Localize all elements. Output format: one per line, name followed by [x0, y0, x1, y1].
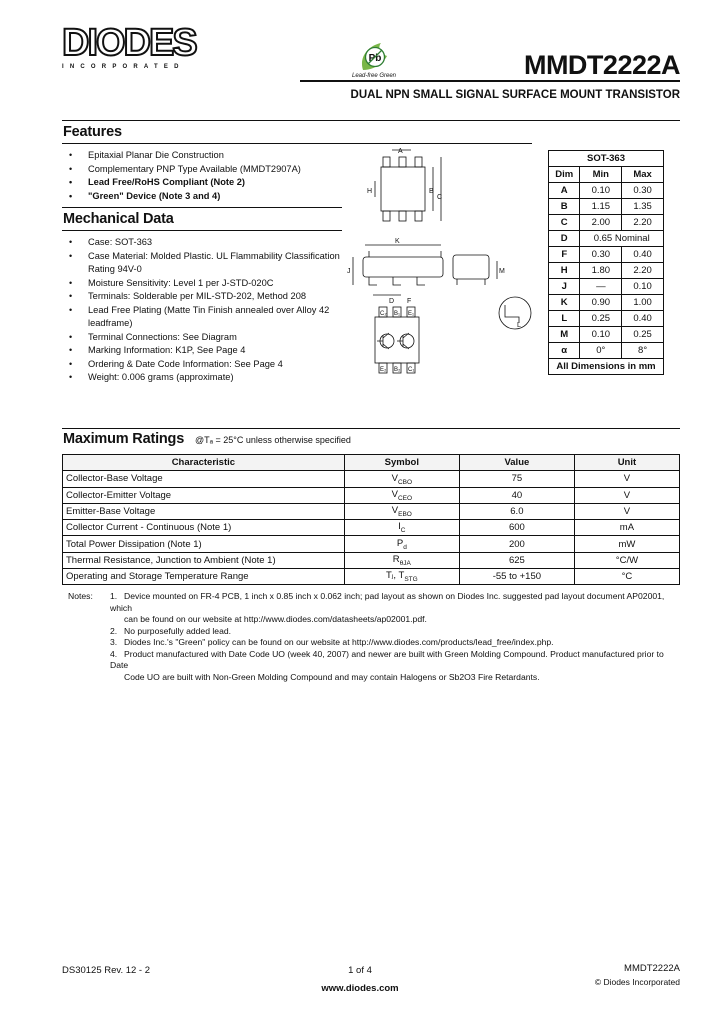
package-outline-drawing	[345, 145, 545, 385]
rating-unit: V	[574, 471, 679, 487]
dim-min: 1.80	[580, 263, 622, 279]
rating-symbol: $V_{EBO}$	[344, 503, 459, 519]
dim-cell: F	[549, 247, 580, 263]
dim-cell: J	[549, 279, 580, 295]
mech-item: • Moisture Sensitivity: Level 1 per J-STD-020C	[66, 277, 346, 291]
end-view	[453, 255, 531, 329]
rating-characteristic: Collector-Emitter Voltage	[63, 487, 345, 503]
dim-label-h: H	[367, 188, 373, 195]
rating-row	[63, 471, 680, 487]
dim-label-a: A	[398, 148, 403, 155]
rating-value: 600	[459, 520, 574, 536]
rating-symbol: Tⱼ, $T_{STG}$	[344, 569, 459, 585]
part-subtitle: DUAL NPN SMALL SIGNAL SURFACE MOUNT TRANSISTOR	[350, 89, 680, 101]
rating-symbol: $V_{CBO}$	[344, 471, 459, 487]
logo-subtext: INCORPORATED	[62, 64, 185, 70]
dim-row	[549, 343, 664, 359]
rating-row	[63, 520, 680, 536]
pin-label: B₁	[394, 311, 401, 317]
lead-free-badge	[344, 40, 404, 79]
rating-unit: °C/W	[574, 552, 679, 568]
dim-cell: C	[549, 215, 580, 231]
pin-label: C₁	[408, 367, 415, 373]
package-dimension-table	[548, 150, 664, 375]
logo-text: DIODES	[62, 22, 196, 64]
rating-row	[63, 487, 680, 503]
rating-characteristic: Collector-Base Voltage	[63, 471, 345, 487]
notes-label: Notes:	[68, 591, 93, 601]
dim-max: 0.30	[622, 183, 664, 199]
ratings-top-rule	[62, 428, 680, 429]
features-list	[66, 149, 346, 203]
dim-col-header: Dim	[549, 167, 580, 183]
dim-cell: A	[549, 183, 580, 199]
rating-characteristic: Operating and Storage Temperature Range	[63, 569, 345, 585]
dim-cell: D	[549, 231, 580, 247]
copyright: © Diodes Incorporated	[594, 977, 680, 987]
rating-characteristic: Collector Current - Continuous (Note 1)	[63, 520, 345, 536]
part-number-title: MMDT2222A	[523, 50, 680, 80]
title-rule	[300, 80, 680, 82]
rating-symbol: $P_d$	[344, 536, 459, 552]
ratings-col-header: Symbol	[344, 455, 459, 471]
company-logo	[62, 24, 218, 70]
note-line: Code UO are built with Non-Green Molding Compound and may contain Halogens or Sb2O3 Fire Retardants.	[124, 671, 540, 682]
dim-min: 1.15	[580, 199, 622, 215]
dim-min: 0°	[580, 343, 622, 359]
mech-bottom-rule	[62, 230, 342, 231]
dim-label-k: K	[395, 238, 400, 245]
rating-value: 40	[459, 487, 574, 503]
pin-label: E₂	[380, 367, 387, 373]
dim-max: 2.20	[622, 263, 664, 279]
page-number: 1 of 4	[348, 965, 372, 976]
dim-cell: B	[549, 199, 580, 215]
mech-item: • Case: SOT-363	[66, 236, 346, 250]
lead-free-label: Lead-free Green	[351, 73, 397, 79]
dim-max: 0.40	[622, 247, 664, 263]
rating-row	[63, 569, 680, 585]
rating-value: 200	[459, 536, 574, 552]
rating-unit: mA	[574, 520, 679, 536]
dim-label-c: C	[437, 194, 443, 201]
rating-unit: V	[574, 503, 679, 519]
rating-value: 75	[459, 471, 574, 487]
mechanical-list	[66, 236, 346, 385]
dim-row	[549, 183, 664, 199]
dim-max: 0.25	[622, 327, 664, 343]
feature-item: • Lead Free/RoHS Compliant (Note 2)	[66, 176, 346, 190]
mech-item: • Marking Information: K1P, See Page 4	[66, 344, 346, 358]
rating-characteristic: Total Power Dissipation (Note 1)	[63, 536, 345, 552]
feature-item: • "Green" Device (Note 3 and 4)	[66, 190, 346, 204]
mechanical-heading: Mechanical Data	[63, 211, 174, 227]
dim-cell: H	[549, 263, 580, 279]
dim-nominal: 0.65 Nominal	[580, 231, 664, 247]
website-link[interactable]: www.diodes.com	[321, 983, 399, 994]
package-name: SOT-363	[549, 151, 664, 167]
note-item: 4. Product manufactured with Date Code UO (week 40, 2007) and newer are built with Green Molding Compound. Product manufactured prior to Date	[110, 648, 664, 670]
dim-row	[549, 247, 664, 263]
dim-row	[549, 327, 664, 343]
dim-row	[549, 231, 664, 247]
dim-row	[549, 279, 664, 295]
note-line: can be found on our website at http://www.diodes.com/datasheets/ap02001.pdf.	[124, 614, 427, 624]
mech-top-rule	[62, 207, 342, 208]
ratings-condition: @Tₐ = 25°C unless otherwise specified	[195, 435, 351, 445]
dim-max: 2.20	[622, 215, 664, 231]
ratings-col-header: Unit	[574, 455, 679, 471]
dim-label-m: M	[499, 268, 505, 275]
rating-symbol: $V_{CEO}$	[344, 487, 459, 503]
rating-characteristic: Emitter-Base Voltage	[63, 503, 345, 519]
dim-row	[549, 311, 664, 327]
rating-symbol: $I_C$	[344, 520, 459, 536]
pin-label: C₂	[380, 311, 387, 317]
feature-item: • Epitaxial Planar Die Construction	[66, 149, 346, 163]
dimension-footer: All Dimensions in mm	[549, 359, 664, 375]
dim-min: 0.10	[580, 183, 622, 199]
dim-cell: α	[549, 343, 580, 359]
mech-item: • Case Material: Molded Plastic. UL Flammability Classification Rating 94V-0	[66, 250, 346, 277]
dim-min: 0.10	[580, 327, 622, 343]
note-item: 1. Device mounted on FR-4 PCB, 1 inch x 0.85 inch x 0.062 inch; pad layout as shown on Diodes Inc. suggested pad layout document AP02001, which	[110, 591, 665, 613]
doc-number: DS30125 Rev. 12 - 2	[62, 965, 151, 976]
rating-value: 625	[459, 552, 574, 568]
dim-min: —	[580, 279, 622, 295]
pb-symbol: Pb	[368, 53, 382, 64]
dim-row	[549, 295, 664, 311]
dim-cell: K	[549, 295, 580, 311]
dim-min: 0.25	[580, 311, 622, 327]
dim-label-j: J	[347, 268, 351, 275]
rating-value: 6.0	[459, 503, 574, 519]
side-view	[353, 245, 443, 295]
mech-item: • Terminal Connections: See Diagram	[66, 331, 346, 345]
note-item: 2. No purposefully added lead.	[110, 625, 232, 636]
ratings-heading: Maximum Ratings	[63, 431, 185, 447]
dim-row	[549, 215, 664, 231]
features-top-rule	[62, 120, 680, 121]
lead-free-icon	[357, 40, 391, 72]
mech-item: • Ordering & Date Code Information: See Page 4	[66, 358, 346, 372]
top-view	[375, 150, 441, 221]
dim-cell: L	[549, 311, 580, 327]
dim-min: 0.30	[580, 247, 622, 263]
dim-label-l: L	[517, 322, 521, 329]
dim-max: 1.35	[622, 199, 664, 215]
rating-row	[63, 552, 680, 568]
dim-col-header: Max	[622, 167, 664, 183]
rating-row	[63, 503, 680, 519]
mech-item: • Terminals: Solderable per MIL-STD-202, Method 208	[66, 290, 346, 304]
note-item: 3. Diodes Inc.'s "Green" policy can be found on our website at http://www.diodes.com/products/lead_free/index.php.	[110, 637, 554, 647]
dim-max: 1.00	[622, 295, 664, 311]
dim-label-d: D	[389, 298, 395, 305]
features-bottom-rule	[62, 143, 532, 144]
dim-row	[549, 199, 664, 215]
dim-max: 0.10	[622, 279, 664, 295]
mech-item: • Weight: 0.006 grams (approximate)	[66, 371, 346, 385]
feature-item: • Complementary PNP Type Available (MMDT2907A)	[66, 163, 346, 177]
dim-min: 2.00	[580, 215, 622, 231]
rating-unit: °C	[574, 569, 679, 585]
rating-symbol: $R_{\theta JA}$	[344, 552, 459, 568]
pin-label: B₂	[394, 367, 401, 373]
rating-unit: V	[574, 487, 679, 503]
dim-max: 0.40	[622, 311, 664, 327]
dim-max: 8°	[622, 343, 664, 359]
dim-cell: M	[549, 327, 580, 343]
footer-part-number: MMDT2222A	[624, 963, 680, 974]
dim-label-b: B	[429, 188, 434, 195]
rating-row	[63, 536, 680, 552]
dim-label-f: F	[407, 298, 412, 305]
rating-characteristic: Thermal Resistance, Junction to Ambient (Note 1)	[63, 552, 345, 568]
rating-unit: mW	[574, 536, 679, 552]
pin-label: E₁	[408, 311, 415, 317]
dim-min: 0.90	[580, 295, 622, 311]
dim-row	[549, 263, 664, 279]
mech-item: • Lead Free Plating (Matte Tin Finish annealed over Alloy 42 leadframe)	[66, 304, 346, 331]
dim-col-header: Min	[580, 167, 622, 183]
ratings-col-header: Characteristic	[63, 455, 345, 471]
rating-value: -55 to +150	[459, 569, 574, 585]
features-heading: Features	[63, 124, 122, 140]
ratings-col-header: Value	[459, 455, 574, 471]
max-ratings-table	[62, 454, 680, 585]
